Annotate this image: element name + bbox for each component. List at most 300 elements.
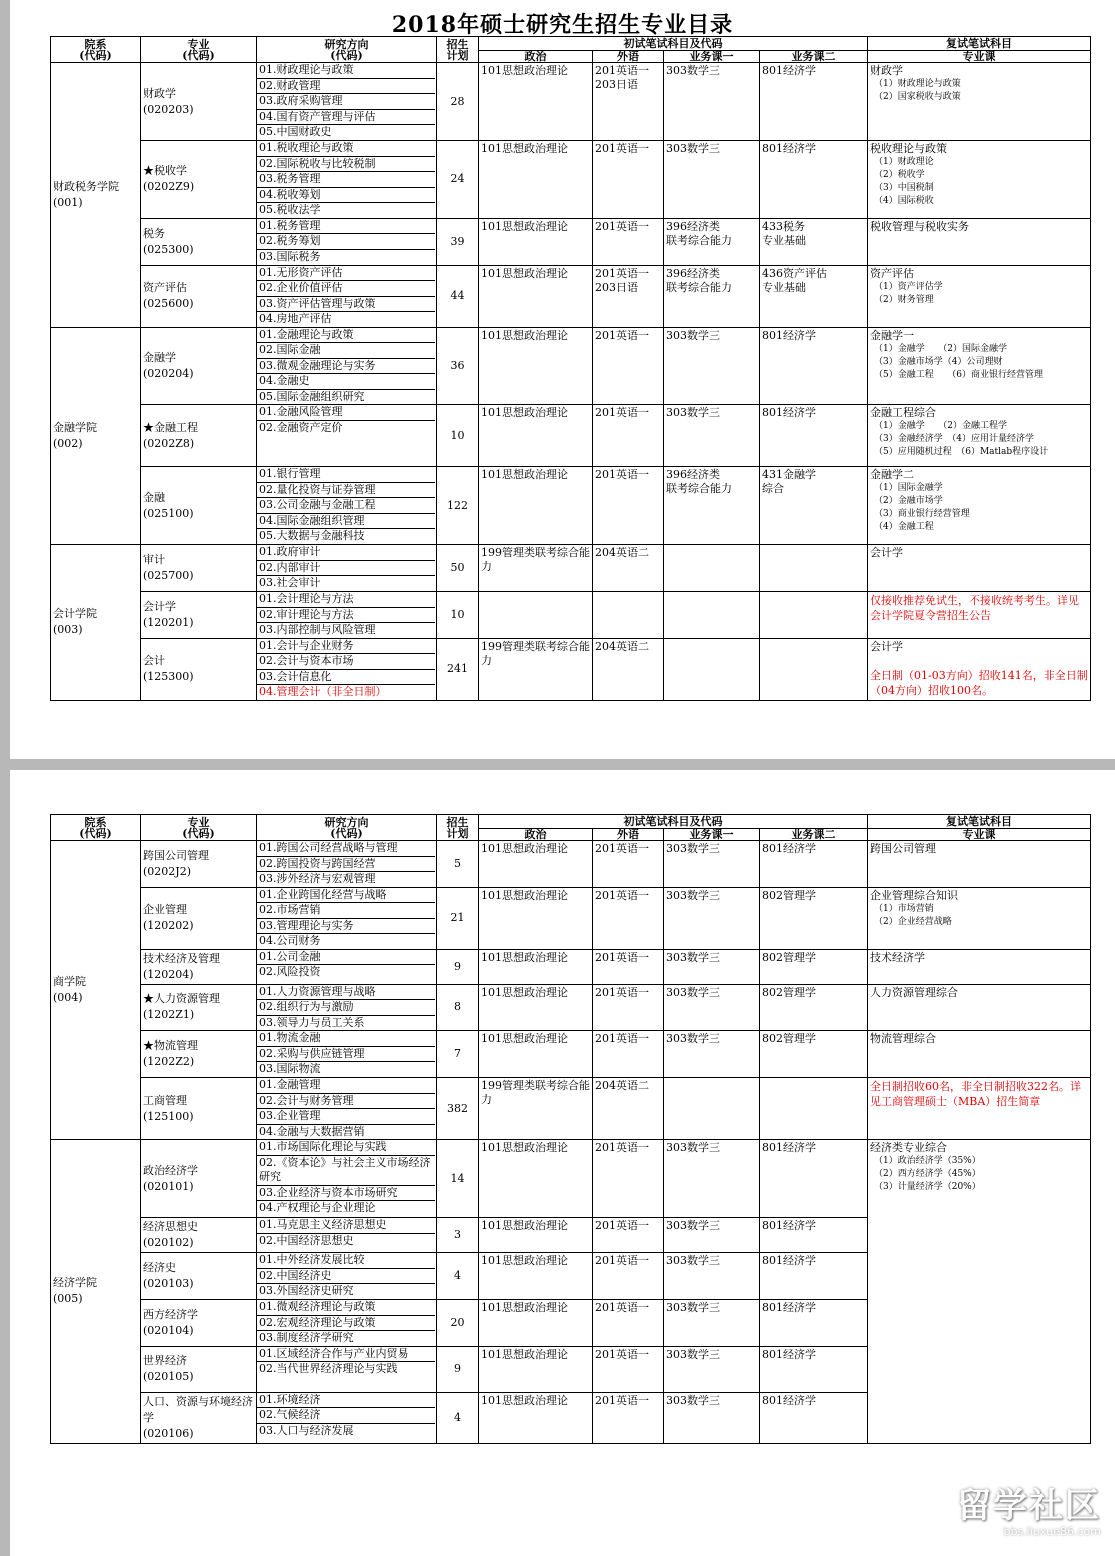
catalog-page-1 — [10, 0, 1115, 759]
direction-item: 03.国际税务 — [259, 249, 321, 263]
direction-item: 01.中外经济发展比较 — [257, 1253, 435, 1269]
retest-cell — [868, 63, 1091, 141]
direction-item: 01.公司金融 — [257, 950, 435, 966]
retest-sub-item: （3）计量经济学（20%） — [874, 1182, 981, 1192]
politics-cell: 199管理类联考综合能力 — [479, 638, 593, 700]
course2-cell — [760, 592, 868, 639]
course2-line: 802管理学 — [762, 888, 816, 902]
course1-line: 396经济类 — [666, 468, 720, 481]
foreign-line: 201英语一 — [595, 888, 649, 902]
foreign-line: 203日语 — [595, 78, 638, 91]
directions-cell — [257, 405, 437, 467]
course2-line: 801经济学 — [762, 406, 816, 419]
foreign-line: 201英语一 — [595, 328, 649, 342]
foreign-line: 201英语一 — [595, 266, 649, 280]
major-name: 财政学 — [143, 86, 176, 100]
politics-cell: 101思想政治理论 — [479, 327, 593, 405]
course2-cell — [760, 467, 868, 545]
course2-line: 专业基础 — [762, 280, 806, 294]
direction-item: 04.税收筹划 — [257, 188, 435, 204]
course1-cell — [664, 1078, 760, 1140]
dept-code: (005) — [53, 1292, 83, 1306]
course1-line: 303数学三 — [666, 1301, 720, 1314]
dept-name: 财政税务学院 — [53, 179, 119, 193]
catalog-page-2 — [10, 770, 1115, 1556]
major-cell — [141, 841, 257, 888]
foreign-cell — [593, 265, 664, 327]
major-name: 技术经济及管理 — [143, 951, 220, 965]
page-title: 2018年硕士研究生招生专业目录 — [391, 12, 734, 38]
major-name: 金融学 — [143, 350, 176, 364]
direction-item: 03.领导力与员工关系 — [259, 1015, 365, 1029]
direction-item: 01.跨国公司经营战略与管理 — [257, 841, 435, 857]
course1-line: 396经济类 — [666, 266, 720, 280]
course1-cell — [664, 405, 760, 467]
foreign-cell — [593, 218, 664, 265]
dept-code: (002) — [53, 436, 83, 450]
direction-item: 02.采购与供应链管理 — [257, 1047, 435, 1063]
header-course-1: 业务课一 — [664, 829, 760, 841]
major-code: (120204) — [143, 967, 194, 981]
course1-line: 303数学三 — [666, 1393, 720, 1407]
course2-cell — [760, 1031, 868, 1078]
course1-line: 303数学三 — [666, 1141, 720, 1154]
header-major: 专业 (代码) — [141, 37, 257, 63]
course2-line: 802管理学 — [762, 1032, 816, 1045]
course1-line: 303数学三 — [666, 64, 720, 77]
major-code: (020104) — [143, 1323, 194, 1337]
directions-cell — [257, 1253, 437, 1300]
course1-cell — [664, 949, 760, 984]
admission-note: 全日制招收60名，非全日制招收322名。详见工商管理硕士（MBA）招生简章 — [870, 1080, 1081, 1108]
foreign-line: 201英语一 — [595, 985, 649, 999]
major-code: (120202) — [143, 919, 194, 932]
directions-cell — [257, 841, 437, 888]
major-code: (1202Z2) — [143, 1055, 195, 1068]
direction-item: 03.政府采购管理 — [257, 94, 435, 110]
header-politics: 政治 — [479, 829, 593, 841]
table-row — [51, 327, 1091, 405]
directions-cell — [257, 1392, 437, 1443]
major-name: ★金融工程 — [143, 420, 198, 434]
retest-subject: 金融工程综合 — [870, 406, 936, 419]
dept-cell — [51, 327, 141, 545]
course2-line: 433税务 — [762, 219, 805, 233]
retest-sub-item: （1）财政理论与政策 — [874, 79, 961, 89]
direction-item: 05.大数据与金融科技 — [259, 529, 365, 542]
retest-cell — [868, 141, 1091, 219]
direction-item: 01.会计与企业财务 — [257, 639, 435, 655]
directions-cell — [257, 592, 437, 639]
course1-cell — [664, 887, 760, 949]
foreign-cell — [593, 638, 664, 700]
retest-cell — [868, 841, 1091, 888]
course1-line: 303数学三 — [666, 406, 720, 419]
course1-cell — [664, 984, 760, 1031]
foreign-line: 204英语二 — [595, 639, 649, 653]
foreign-cell — [593, 327, 664, 405]
politics-cell: 101思想政治理论 — [479, 984, 593, 1031]
direction-item: 03.制度经济学研究 — [259, 1331, 354, 1344]
foreign-cell — [593, 1031, 664, 1078]
retest-sub-item: （4）国际税收 — [874, 196, 934, 206]
foreign-line: 201英语一 — [595, 1254, 649, 1267]
header-course-2: 业务课二 — [760, 829, 868, 841]
directions-cell — [257, 638, 437, 700]
course2-cell — [760, 841, 868, 888]
retest-subject: 人力资源管理综合 — [870, 985, 958, 999]
direction-item: 02.国际金融 — [257, 343, 435, 359]
direction-item: 02.会计与财务管理 — [257, 1094, 435, 1110]
politics-cell: 101思想政治理论 — [479, 887, 593, 949]
course1-cell — [664, 218, 760, 265]
foreign-line: 201英语一 — [595, 1219, 649, 1232]
header-direction: 研究方向 (代码) — [257, 815, 437, 841]
plan-cell: 9 — [437, 1346, 479, 1392]
course2-cell — [760, 405, 868, 467]
direction-item: 02.中国经济史 — [257, 1269, 435, 1285]
course2-cell — [760, 141, 868, 219]
major-code: (0202J2) — [143, 864, 191, 878]
foreign-cell — [593, 592, 664, 639]
major-cell — [141, 1346, 257, 1392]
major-name: 西方经济学 — [143, 1307, 198, 1321]
course2-line: 801经济学 — [762, 142, 816, 155]
foreign-line: 201英语一 — [595, 64, 649, 77]
politics-cell: 101思想政治理论 — [479, 1218, 593, 1253]
direction-item: 02.跨国投资与跨国经营 — [257, 857, 435, 873]
direction-item: 02.审计理论与方法 — [257, 608, 435, 624]
direction-item: 03.企业经济与资本市场研究 — [257, 1186, 435, 1202]
retest-sub-item: （1）政治经济学（35%） — [874, 1156, 981, 1166]
direction-item: 01.企业跨国化经营与战略 — [257, 888, 435, 904]
course2-line: 801经济学 — [762, 1141, 816, 1154]
directions-cell — [257, 1218, 437, 1253]
retest-sub-item: （4）金融工程 — [874, 522, 934, 532]
direction-item: 03.内部控制与风险管理 — [259, 623, 376, 636]
course1-line: 303数学三 — [666, 950, 720, 964]
politics-cell: 101思想政治理论 — [479, 63, 593, 141]
dept-code: (003) — [53, 623, 83, 637]
direction-item: 03.管理理论与实务 — [257, 919, 435, 935]
major-code: (120201) — [143, 615, 194, 629]
retest-cell — [868, 218, 1091, 265]
plan-cell: 4 — [437, 1392, 479, 1443]
direction-item: 02.量化投资与证券管理 — [257, 483, 435, 499]
course2-line: 专业基础 — [762, 233, 806, 247]
table-row — [51, 1140, 1091, 1218]
header-major: 专业 (代码) — [141, 815, 257, 841]
foreign-cell — [593, 405, 664, 467]
major-cell — [141, 638, 257, 700]
direction-item: 04.金融与大数据营销 — [259, 1124, 365, 1138]
watermark-url: bbs.liuxue86.com — [1003, 1525, 1101, 1538]
retest-subject: 跨国公司管理 — [870, 842, 936, 855]
table-row — [51, 984, 1091, 1031]
foreign-cell — [593, 141, 664, 219]
major-code: (020102) — [143, 1236, 194, 1249]
retest-subject: 财政学 — [870, 64, 903, 77]
politics-cell: 101思想政治理论 — [479, 1346, 593, 1392]
direction-item: 01.金融管理 — [257, 1078, 435, 1094]
course1-line: 联考综合能力 — [666, 233, 732, 247]
foreign-cell — [593, 1392, 664, 1443]
course1-cell — [664, 1031, 760, 1078]
plan-cell: 382 — [437, 1078, 479, 1140]
retest-sub-item: （2）西方经济学（45%） — [874, 1169, 981, 1179]
course2-line: 431金融学 — [762, 468, 816, 481]
retest-subject: 税收管理与税收实务 — [870, 219, 969, 233]
course2-cell — [760, 1346, 868, 1392]
table-row — [51, 63, 1091, 141]
directions-cell — [257, 327, 437, 405]
major-cell — [141, 1218, 257, 1253]
course2-cell — [760, 1140, 868, 1218]
major-name: 税务 — [143, 226, 165, 240]
table-row — [51, 592, 1091, 639]
course1-cell — [664, 1253, 760, 1300]
direction-item: 02.金融资产定价 — [259, 420, 343, 434]
foreign-line: 203日语 — [595, 280, 638, 294]
direction-item: 05.税收法学 — [259, 203, 321, 216]
major-cell — [141, 141, 257, 219]
course1-line: 联考综合能力 — [666, 482, 732, 495]
foreign-cell — [593, 1140, 664, 1218]
plan-cell: 4 — [437, 1253, 479, 1300]
direction-item: 03.企业管理 — [257, 1109, 435, 1125]
table-row — [51, 141, 1091, 219]
course2-line: 801经济学 — [762, 1301, 816, 1314]
plan-cell: 50 — [437, 545, 479, 592]
retest-cell — [868, 638, 1091, 700]
direction-item: 03.税务管理 — [257, 172, 435, 188]
header-dept: 院系 (代码) — [51, 815, 141, 841]
header-foreign: 外语 — [593, 829, 664, 841]
course1-cell — [664, 1300, 760, 1347]
admission-note: 仅接收推荐免试生，不接收统考考生。详见会计学院夏令营招生公告 — [870, 594, 1079, 622]
course2-cell — [760, 218, 868, 265]
foreign-cell — [593, 949, 664, 984]
retest-sub-item: （1）金融学 （2）国际金融学 — [874, 343, 1007, 354]
course2-cell — [760, 265, 868, 327]
course1-line: 303数学三 — [666, 142, 720, 155]
course1-cell — [664, 265, 760, 327]
dept-code: (004) — [53, 991, 83, 1004]
retest-subject: 经济类专业综合 — [870, 1141, 947, 1154]
foreign-cell — [593, 887, 664, 949]
course1-cell — [664, 592, 760, 639]
foreign-line: 201英语一 — [595, 950, 649, 964]
politics-cell: 199管理类联考综合能力 — [479, 1078, 593, 1140]
retest-cell — [868, 265, 1091, 327]
retest-cell — [868, 467, 1091, 545]
retest-sub-item: （1）市场营销 — [874, 903, 934, 914]
dept-cell — [51, 545, 141, 701]
major-cell — [141, 592, 257, 639]
plan-cell: 241 — [437, 638, 479, 700]
major-name: 企业管理 — [143, 903, 187, 916]
major-cell — [141, 63, 257, 141]
course1-line: 303数学三 — [666, 1347, 720, 1361]
plan-cell: 3 — [437, 1218, 479, 1253]
foreign-cell — [593, 467, 664, 545]
plan-cell: 36 — [437, 327, 479, 405]
direction-item: 03.社会审计 — [259, 576, 321, 589]
table-row — [51, 405, 1091, 467]
plan-cell: 14 — [437, 1140, 479, 1218]
direction-item: 01.市场国际化理论与实践 — [257, 1140, 435, 1156]
dept-name: 会计学院 — [53, 607, 97, 621]
retest-subject: 金融学一 — [870, 328, 914, 342]
directions-cell — [257, 949, 437, 984]
directions-cell — [257, 545, 437, 592]
course1-cell — [664, 1392, 760, 1443]
direction-item: 04.金融史 — [257, 374, 435, 390]
header-retest: 复试笔试科目 — [868, 37, 1091, 51]
directions-cell — [257, 141, 437, 219]
course2-line: 801经济学 — [762, 1347, 816, 1361]
retest-subject: 资产评估 — [870, 266, 914, 280]
header-retest-sub: 专业课 — [868, 51, 1091, 63]
direction-item: 03.会计信息化 — [257, 670, 435, 686]
major-code: (020101) — [143, 1179, 194, 1193]
direction-item: 03.涉外经济与宏观管理 — [259, 872, 376, 885]
major-name: 跨国公司管理 — [143, 848, 209, 862]
direction-item: 02.气候经济 — [257, 1408, 435, 1424]
course1-cell — [664, 63, 760, 141]
major-name: 工商管理 — [143, 1093, 187, 1107]
major-name: 资产评估 — [143, 281, 187, 294]
direction-item: 05.国际金融组织研究 — [259, 389, 365, 403]
table-row — [51, 467, 1091, 545]
major-code: (125300) — [143, 670, 194, 683]
retest-sub-item: （2）企业经营战略 — [874, 916, 952, 927]
retest-cell — [868, 887, 1091, 949]
major-code: (1202Z1) — [143, 1008, 195, 1022]
plan-cell: 122 — [437, 467, 479, 545]
direction-item: 04.产权理论与企业理论 — [259, 1201, 376, 1214]
major-code: (020103) — [143, 1277, 194, 1290]
politics-cell: 101思想政治理论 — [479, 1300, 593, 1347]
major-cell — [141, 1078, 257, 1140]
course2-cell — [760, 949, 868, 984]
direction-item: 01.财政理论与政策 — [257, 63, 435, 79]
direction-item: 01.政府审计 — [257, 545, 435, 561]
course2-cell — [760, 887, 868, 949]
retest-sub-item: （5）应用随机过程 （6）Matlab程序设计 — [874, 447, 1049, 457]
major-cell — [141, 1031, 257, 1078]
foreign-line: 204英语二 — [595, 1079, 649, 1092]
watermark-text: 留学社区 — [957, 1486, 1101, 1526]
major-code: (0202Z9) — [143, 180, 195, 194]
admission-note: 全日制（01-03方向）招收141名，非全日制（04方向）招收100名。 — [870, 668, 1088, 697]
retest-cell — [868, 592, 1091, 639]
politics-cell: 101思想政治理论 — [479, 1140, 593, 1218]
plan-cell: 10 — [437, 405, 479, 467]
retest-sub-item: （2）财务管理 — [874, 294, 934, 305]
major-name: 政治经济学 — [143, 1163, 198, 1177]
course1-line: 303数学三 — [666, 328, 720, 342]
course2-line: 801经济学 — [762, 1254, 816, 1267]
retest-cell — [868, 1031, 1091, 1078]
plan-cell: 24 — [437, 141, 479, 219]
directions-cell — [257, 1031, 437, 1078]
course1-cell — [664, 1140, 760, 1218]
retest-sub-item: （3）金融经济学 （4）应用计量经济学 — [874, 434, 1034, 444]
major-name: 经济史 — [143, 1261, 176, 1274]
direction-item: 02.内部审计 — [257, 561, 435, 577]
major-name: ★人力资源管理 — [143, 992, 220, 1006]
retest-subject: 会计学 — [870, 546, 903, 559]
major-name: ★物流管理 — [143, 1039, 198, 1052]
course1-line: 303数学三 — [666, 1254, 720, 1267]
directions-cell — [257, 1300, 437, 1347]
course2-line: 801经济学 — [762, 1393, 816, 1407]
direction-item: 02.当代世界经济理论与实践 — [259, 1362, 398, 1375]
major-name: 审计 — [143, 553, 165, 566]
direction-item: 04.管理会计（非全日制） — [259, 685, 387, 698]
directions-cell — [257, 467, 437, 545]
major-name: 人口、资源与环境经济学 — [143, 1394, 253, 1424]
directions-cell — [257, 63, 437, 141]
dept-name: 金融学院 — [53, 420, 97, 434]
course1-cell — [664, 1346, 760, 1392]
table-row — [51, 638, 1091, 700]
course1-cell — [664, 841, 760, 888]
direction-item: 03.国际物流 — [259, 1062, 321, 1075]
retest-cell — [868, 545, 1091, 592]
course2-cell — [760, 1253, 868, 1300]
politics-cell: 101思想政治理论 — [479, 1031, 593, 1078]
plan-cell: 5 — [437, 841, 479, 888]
direction-item: 03.微观金融理论与实务 — [257, 359, 435, 375]
direction-item: 02.市场营销 — [257, 903, 435, 919]
header-dept: 院系 (代码) — [51, 37, 141, 63]
retest-cell — [868, 949, 1091, 984]
major-cell — [141, 984, 257, 1031]
politics-cell: 199管理类联考综合能力 — [479, 545, 593, 592]
course2-cell — [760, 984, 868, 1031]
course2-cell — [760, 1218, 868, 1253]
course2-cell — [760, 1078, 868, 1140]
catalog-table-page-2 — [50, 814, 1091, 1444]
retest-sub-item: （3）商业银行经营管理 — [874, 509, 970, 519]
direction-item: 02.税务筹划 — [257, 234, 435, 250]
directions-cell — [257, 265, 437, 327]
course2-line: 802管理学 — [762, 950, 816, 964]
retest-sub-item: （1）财政理论 — [874, 157, 934, 167]
table-row — [51, 545, 1091, 592]
course2-line: 802管理学 — [762, 985, 816, 999]
politics-cell: 101思想政治理论 — [479, 467, 593, 545]
header-foreign: 外语 — [593, 51, 664, 63]
retest-subject: 会计学 — [870, 639, 903, 653]
retest-cell — [868, 327, 1091, 405]
politics-cell: 101思想政治理论 — [479, 1253, 593, 1300]
course2-line: 801经济学 — [762, 842, 816, 855]
major-code: (020105) — [143, 1370, 194, 1383]
direction-item: 03.公司金融与金融工程 — [257, 498, 435, 514]
politics-cell: 101思想政治理论 — [479, 1392, 593, 1443]
retest-sub-item: （2）金融市场学 — [874, 496, 943, 506]
major-code: (0202Z8) — [143, 436, 195, 450]
course1-line: 303数学三 — [666, 1219, 720, 1232]
politics-cell: 101思想政治理论 — [479, 265, 593, 327]
foreign-line: 201英语一 — [595, 142, 649, 155]
retest-subject: 金融学二 — [870, 468, 914, 481]
direction-item: 01.金融风险管理 — [257, 405, 435, 421]
major-name: 会计学 — [143, 599, 176, 613]
